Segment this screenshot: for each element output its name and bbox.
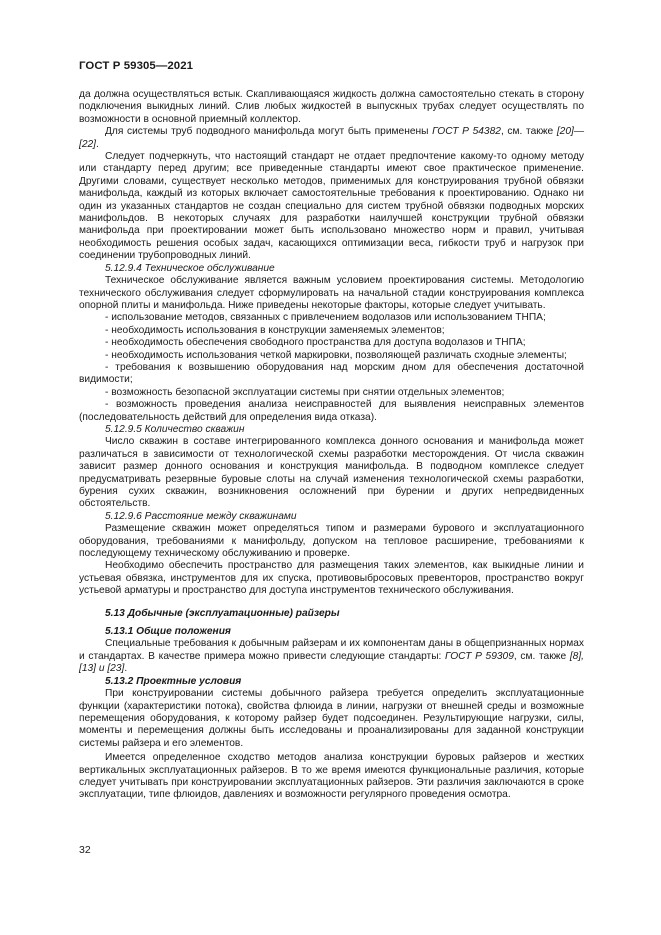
section-heading: 5.12.9.6 Расстояние между скважинами [105, 510, 297, 522]
paragraph: Техническое обслуживание является важным условием проектирования системы. Методологию технического обслуживания следует сформулировать на начальной стадии конструирования комплекса опорной плиты и манифольда. Ниже приведены некоторые факторы, которые следует учитывать. [79, 275, 584, 311]
section-heading: 5.12.9.5 Количество скважин [105, 423, 245, 435]
section-heading: 5.13.2 Проектные условия [105, 675, 242, 687]
list-item: - возможность проведения анализа неисправностей для выявления неисправных элементов (последовательность действий для определения вида отказа). [79, 399, 584, 424]
bibliography-citation: [8], [13] и [23] [79, 650, 585, 675]
paragraph: Следует подчеркнуть, что настоящий стандарт не отдает предпочтение какому-то одному методу или стандарту перед другим; все приведенные стандарты имеют свое практическое применение. Другими словами, существует несколько методов, применимых для конструирования трубной обвязки манифольда, каждый из которых включает самостоятельные требования к проектированию. Однако ни один из указанных стандартов не создан специально для систем трубной обвязки подводных морских манифольдов. В некоторых случаях для разработки наилучшей конструкции трубной обвязки манифольда при проектировании может быть использовано множество норм и правил, учитывая необходимость решения особых задач, касающихся оптимизации веса, гибкости труб и нагрузок при соединении трубопроводных линий. [79, 151, 584, 262]
paragraph: Имеется определенное сходство методов анализа конструкции буровых райзеров и жестких вертикальных эксплуатационных райзеров. В то же время имеются функциональные различия, которые следует учитывать при конструировании эксплуатационных райзеров. Эти различия заключаются в сроке эксплуатации, типе флюидов, давлениях и возможности регулярного проведения осмотра. [79, 752, 584, 801]
page-number: 32 [79, 844, 91, 856]
list-item: - использование методов, связанных с привлечением водолазов или использованием ТНПА; [79, 312, 584, 324]
paragraph: Необходимо обеспечить пространство для размещения таких элементов, как выкидные линии и устьевая обвязка, инструментов для их спуска, противовыбросовых превенторов, пространство вокруг устьевой арматуры и пространство для доступа инструментов технического обслуживания. [79, 560, 584, 597]
list-item: - необходимость использования в конструкции заменяемых элементов; [79, 325, 584, 337]
section-heading: 5.13.1 Общие положения [105, 626, 231, 638]
paragraph: да должна осуществляться встык. Скапливающаяся жидкость должна самостоятельно стекать в сторону подключения выкидных линий. Слив любых жидкостей в выпускных трубах следует осуществлять по возможности в основной приемный коллектор. [79, 89, 584, 125]
paragraph: Для системы труб подводного манифольда могут быть применены ГОСТ Р 54382, см. также [20]—[22]. [79, 126, 585, 150]
list-item: - требования к возвышению оборудования над морским дном для обеспечения достаточной видимости; [79, 362, 584, 387]
paragraph: При конструировании системы добычного райзера требуется определить эксплуатационные функции (характеристики потока), свойства флюида в линии, нагрузки от внешней среды и возможные перемещения оборудования, к которому райзер будет подсоединен. Результирующие нагрузки, силы, моменты и перемещения должны быть исследованы и проанализированы для заданной конструкции системы райзера и его элементов. [79, 688, 584, 749]
section-heading: 5.12.9.4 Техническое обслуживание [105, 262, 275, 274]
paragraph: Размещение скважин может определяться типом и размерами бурового и эксплуатационного оборудования, требованиями к манифольду, допуском на тепловое расширение, требованиями к последующему техническому обслуживанию и проверке. [79, 523, 584, 560]
section-heading: 5.13 Добычные (эксплуатационные) райзеры [105, 607, 340, 619]
list-item: - необходимость обеспечения свободного пространства для доступа водолазов и ТНПА; [79, 337, 584, 349]
document-body [79, 89, 584, 802]
list-item: - необходимость использования четкой маркировки, позволяющей различать сходные элементы; [79, 350, 584, 362]
bibliography-citation: [20]—[22] [79, 126, 585, 150]
standard-reference: ГОСТ Р 54382 [432, 126, 501, 138]
list-item: - возможность безопасной эксплуатации системы при снятии отдельных элементов; [79, 387, 584, 399]
paragraph: Число скважин в составе интегрированного комплекса донного основания и манифольда может различаться в зависимости от технологической схемы разработки месторождения. От числа скважин зависит размер донного основания и конструкция манифольда. В подводном комплексе следует предусматривать резервные буровые слоты на случай изменения технологической схемы разработки, бурения сухих скважин, возникновения осложнений при бурении и других непредвиденных обстоятельств. [79, 436, 584, 510]
document-header: ГОСТ Р 59305—2021 [79, 60, 194, 72]
standard-reference: ГОСТ Р 59309 [445, 650, 514, 662]
paragraph: Специальные требования к добычным райзерам и их компонентам даны в общепризнанных нормах и стандартах. В качестве примера можно привести следующие стандарты: ГОСТ Р 59309, см. также [8], [13] и [23]. [79, 638, 585, 675]
